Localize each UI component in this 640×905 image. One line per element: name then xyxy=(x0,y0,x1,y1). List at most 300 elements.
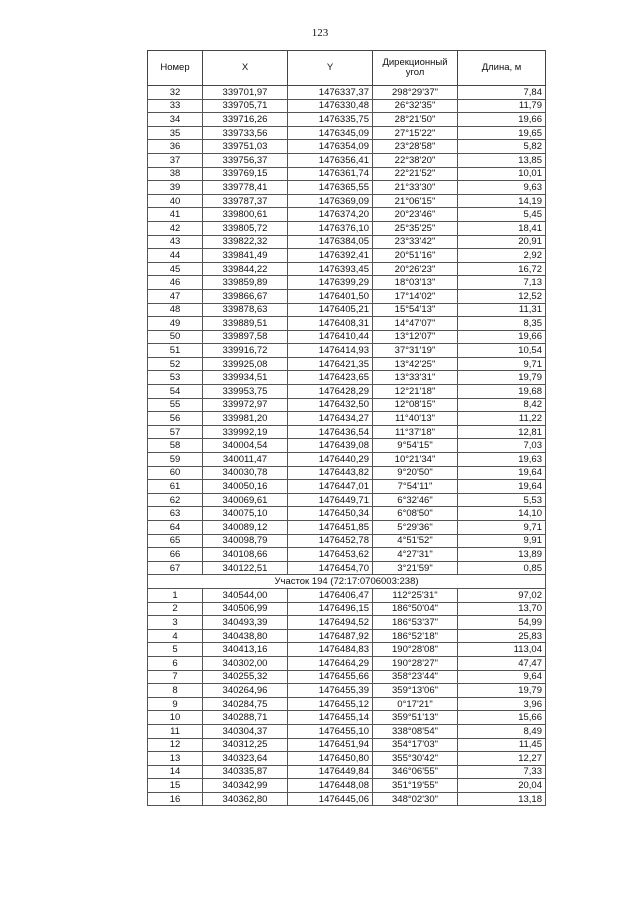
cell-length: 47,47 xyxy=(458,656,546,670)
cell-x: 339751,03 xyxy=(203,140,288,154)
cell-y: 1476335,75 xyxy=(288,113,373,127)
cell-number: 57 xyxy=(148,425,203,439)
table-row xyxy=(148,656,546,670)
table-row xyxy=(148,779,546,793)
cell-y: 1476487,92 xyxy=(288,629,373,643)
cell-y: 1476445,06 xyxy=(288,792,373,806)
cell-number: 37 xyxy=(148,153,203,167)
cell-angle: 20°23'46" xyxy=(373,208,458,222)
table-row xyxy=(148,561,546,575)
cell-number: 11 xyxy=(148,724,203,738)
cell-number: 51 xyxy=(148,344,203,358)
table-row xyxy=(148,507,546,521)
cell-x: 340413,16 xyxy=(203,643,288,657)
cell-x: 339844,22 xyxy=(203,262,288,276)
table-row xyxy=(148,697,546,711)
cell-angle: 4°27'31" xyxy=(373,548,458,562)
cell-number: 12 xyxy=(148,738,203,752)
cell-x: 339859,89 xyxy=(203,276,288,290)
cell-y: 1476449,71 xyxy=(288,493,373,507)
cell-x: 339953,75 xyxy=(203,385,288,399)
cell-y: 1476393,45 xyxy=(288,262,373,276)
cell-x: 339841,49 xyxy=(203,249,288,263)
cell-y: 1476337,37 xyxy=(288,86,373,100)
table-row xyxy=(148,221,546,235)
cell-number: 4 xyxy=(148,629,203,643)
cell-y: 1476369,09 xyxy=(288,194,373,208)
table-row xyxy=(148,425,546,439)
cell-angle: 7°54'11" xyxy=(373,480,458,494)
cell-length: 19,64 xyxy=(458,466,546,480)
cell-number: 49 xyxy=(148,317,203,331)
table-row xyxy=(148,752,546,766)
cell-y: 1476455,10 xyxy=(288,724,373,738)
cell-y: 1476414,93 xyxy=(288,344,373,358)
table-row xyxy=(148,86,546,100)
cell-x: 340323,64 xyxy=(203,752,288,766)
cell-number: 3 xyxy=(148,616,203,630)
cell-length: 5,45 xyxy=(458,208,546,222)
cell-length: 18,41 xyxy=(458,221,546,235)
cell-x: 339733,56 xyxy=(203,126,288,140)
section-label: Участок 194 (72:17:0706003:238) xyxy=(148,575,546,589)
cell-y: 1476453,62 xyxy=(288,548,373,562)
section-row xyxy=(148,575,546,589)
cell-x: 339992,19 xyxy=(203,425,288,439)
cell-number: 67 xyxy=(148,561,203,575)
cell-y: 1476354,09 xyxy=(288,140,373,154)
cell-x: 339889,51 xyxy=(203,317,288,331)
cell-x: 339897,58 xyxy=(203,330,288,344)
cell-length: 10,54 xyxy=(458,344,546,358)
cell-angle: 20°26'23" xyxy=(373,262,458,276)
cell-angle: 22°21'52" xyxy=(373,167,458,181)
cell-number: 53 xyxy=(148,371,203,385)
table-row xyxy=(148,602,546,616)
cell-x: 339778,41 xyxy=(203,181,288,195)
cell-length: 10,01 xyxy=(458,167,546,181)
cell-angle: 37°31'19" xyxy=(373,344,458,358)
cell-x: 339925,08 xyxy=(203,357,288,371)
cell-length: 14,10 xyxy=(458,507,546,521)
cell-y: 1476464,29 xyxy=(288,656,373,670)
table-row xyxy=(148,99,546,113)
cell-length: 11,22 xyxy=(458,412,546,426)
table-row xyxy=(148,711,546,725)
cell-angle: 12°21'18" xyxy=(373,385,458,399)
header-angle: Дирекционный угол xyxy=(373,51,458,86)
cell-x: 339972,97 xyxy=(203,398,288,412)
cell-x: 340255,32 xyxy=(203,670,288,684)
cell-y: 1476406,47 xyxy=(288,588,373,602)
cell-x: 339716,26 xyxy=(203,113,288,127)
cell-number: 42 xyxy=(148,221,203,235)
cell-number: 1 xyxy=(148,588,203,602)
table-row xyxy=(148,181,546,195)
cell-number: 35 xyxy=(148,126,203,140)
cell-y: 1476399,29 xyxy=(288,276,373,290)
cell-y: 1476330,48 xyxy=(288,99,373,113)
cell-number: 34 xyxy=(148,113,203,127)
cell-angle: 21°06'15" xyxy=(373,194,458,208)
cell-angle: 23°28'58" xyxy=(373,140,458,154)
cell-x: 340493,39 xyxy=(203,616,288,630)
cell-angle: 4°51'52" xyxy=(373,534,458,548)
table-row xyxy=(148,262,546,276)
cell-number: 66 xyxy=(148,548,203,562)
cell-y: 1476440,29 xyxy=(288,453,373,467)
cell-number: 6 xyxy=(148,656,203,670)
cell-number: 5 xyxy=(148,643,203,657)
table-row xyxy=(148,276,546,290)
cell-length: 20,91 xyxy=(458,235,546,249)
cell-number: 55 xyxy=(148,398,203,412)
cell-length: 2,92 xyxy=(458,249,546,263)
cell-length: 13,18 xyxy=(458,792,546,806)
cell-length: 9,71 xyxy=(458,521,546,535)
cell-length: 19,79 xyxy=(458,371,546,385)
cell-y: 1476361,74 xyxy=(288,167,373,181)
cell-x: 339705,71 xyxy=(203,99,288,113)
table-row xyxy=(148,317,546,331)
cell-angle: 10°21'34" xyxy=(373,453,458,467)
cell-angle: 355°30'42" xyxy=(373,752,458,766)
cell-number: 48 xyxy=(148,303,203,317)
cell-x: 340098,79 xyxy=(203,534,288,548)
cell-x: 339981,20 xyxy=(203,412,288,426)
cell-y: 1476436,54 xyxy=(288,425,373,439)
cell-y: 1476392,41 xyxy=(288,249,373,263)
cell-x: 339787,37 xyxy=(203,194,288,208)
cell-y: 1476410,44 xyxy=(288,330,373,344)
cell-angle: 21°33'30" xyxy=(373,181,458,195)
table-row xyxy=(148,167,546,181)
cell-angle: 17°14'02" xyxy=(373,289,458,303)
cell-y: 1476405,21 xyxy=(288,303,373,317)
cell-length: 19,68 xyxy=(458,385,546,399)
cell-x: 339756,37 xyxy=(203,153,288,167)
cell-angle: 20°51'16" xyxy=(373,249,458,263)
cell-y: 1476356,41 xyxy=(288,153,373,167)
cell-x: 340075,10 xyxy=(203,507,288,521)
cell-y: 1476455,12 xyxy=(288,697,373,711)
table-row xyxy=(148,629,546,643)
cell-x: 339934,51 xyxy=(203,371,288,385)
table-row xyxy=(148,439,546,453)
cell-length: 19,64 xyxy=(458,480,546,494)
cell-length: 20,04 xyxy=(458,779,546,793)
cell-length: 25,83 xyxy=(458,629,546,643)
cell-angle: 186°52'18" xyxy=(373,629,458,643)
table-row xyxy=(148,643,546,657)
cell-number: 63 xyxy=(148,507,203,521)
cell-number: 41 xyxy=(148,208,203,222)
cell-y: 1476374,20 xyxy=(288,208,373,222)
cell-y: 1476494,52 xyxy=(288,616,373,630)
cell-number: 40 xyxy=(148,194,203,208)
cell-length: 19,65 xyxy=(458,126,546,140)
cell-number: 14 xyxy=(148,765,203,779)
cell-angle: 9°20'50" xyxy=(373,466,458,480)
cell-number: 8 xyxy=(148,684,203,698)
cell-x: 340335,87 xyxy=(203,765,288,779)
cell-x: 340544,00 xyxy=(203,588,288,602)
cell-length: 5,53 xyxy=(458,493,546,507)
table-row xyxy=(148,371,546,385)
cell-y: 1476443,82 xyxy=(288,466,373,480)
table-row xyxy=(148,616,546,630)
table-row xyxy=(148,357,546,371)
cell-length: 9,91 xyxy=(458,534,546,548)
cell-x: 339805,72 xyxy=(203,221,288,235)
cell-number: 45 xyxy=(148,262,203,276)
cell-length: 12,52 xyxy=(458,289,546,303)
table-row xyxy=(148,153,546,167)
cell-length: 7,03 xyxy=(458,439,546,453)
cell-angle: 348°02'30" xyxy=(373,792,458,806)
cell-length: 113,04 xyxy=(458,643,546,657)
cell-number: 2 xyxy=(148,602,203,616)
cell-x: 340506,99 xyxy=(203,602,288,616)
header-number: Номер xyxy=(148,51,203,86)
cell-y: 1476484,83 xyxy=(288,643,373,657)
table-row xyxy=(148,140,546,154)
cell-number: 38 xyxy=(148,167,203,181)
cell-length: 0,85 xyxy=(458,561,546,575)
cell-length: 3,96 xyxy=(458,697,546,711)
cell-x: 340284,75 xyxy=(203,697,288,711)
cell-angle: 6°32'46" xyxy=(373,493,458,507)
cell-y: 1476428,29 xyxy=(288,385,373,399)
table-row xyxy=(148,466,546,480)
cell-angle: 11°40'13" xyxy=(373,412,458,426)
cell-angle: 25°35'25" xyxy=(373,221,458,235)
cell-number: 65 xyxy=(148,534,203,548)
table-row xyxy=(148,412,546,426)
cell-number: 15 xyxy=(148,779,203,793)
cell-y: 1476451,85 xyxy=(288,521,373,535)
cell-angle: 186°50'04" xyxy=(373,602,458,616)
table-row xyxy=(148,493,546,507)
cell-y: 1476455,14 xyxy=(288,711,373,725)
cell-y: 1476365,55 xyxy=(288,181,373,195)
cell-angle: 112°25'31" xyxy=(373,588,458,602)
cell-x: 340122,51 xyxy=(203,561,288,575)
table-header-row xyxy=(148,51,546,86)
cell-length: 12,27 xyxy=(458,752,546,766)
cell-number: 52 xyxy=(148,357,203,371)
cell-number: 46 xyxy=(148,276,203,290)
table-row xyxy=(148,289,546,303)
table-row xyxy=(148,126,546,140)
cell-angle: 13°12'07" xyxy=(373,330,458,344)
cell-number: 50 xyxy=(148,330,203,344)
cell-length: 19,63 xyxy=(458,453,546,467)
table-row xyxy=(148,534,546,548)
cell-angle: 298°29'37" xyxy=(373,86,458,100)
table-row xyxy=(148,480,546,494)
table-row xyxy=(148,670,546,684)
cell-angle: 358°23'44" xyxy=(373,670,458,684)
cell-angle: 12°08'15" xyxy=(373,398,458,412)
table-row xyxy=(148,453,546,467)
cell-y: 1476449,84 xyxy=(288,765,373,779)
cell-number: 9 xyxy=(148,697,203,711)
cell-x: 340089,12 xyxy=(203,521,288,535)
table-row xyxy=(148,303,546,317)
cell-angle: 190°28'08" xyxy=(373,643,458,657)
page-number: 123 xyxy=(311,27,329,39)
cell-number: 44 xyxy=(148,249,203,263)
cell-x: 339878,63 xyxy=(203,303,288,317)
cell-length: 5,82 xyxy=(458,140,546,154)
cell-length: 7,33 xyxy=(458,765,546,779)
cell-angle: 13°42'25" xyxy=(373,357,458,371)
table-row xyxy=(148,765,546,779)
cell-y: 1476450,80 xyxy=(288,752,373,766)
cell-length: 7,13 xyxy=(458,276,546,290)
cell-y: 1476450,34 xyxy=(288,507,373,521)
cell-x: 340011,47 xyxy=(203,453,288,467)
table-row xyxy=(148,548,546,562)
cell-length: 8,42 xyxy=(458,398,546,412)
cell-angle: 0°17'21" xyxy=(373,697,458,711)
cell-angle: 13°33'31" xyxy=(373,371,458,385)
table-row xyxy=(148,724,546,738)
cell-length: 12,81 xyxy=(458,425,546,439)
cell-angle: 351°19'55" xyxy=(373,779,458,793)
cell-y: 1476434,27 xyxy=(288,412,373,426)
cell-number: 62 xyxy=(148,493,203,507)
cell-y: 1476448,08 xyxy=(288,779,373,793)
cell-x: 340342,99 xyxy=(203,779,288,793)
cell-y: 1476447,01 xyxy=(288,480,373,494)
cell-number: 7 xyxy=(148,670,203,684)
cell-x: 340108,66 xyxy=(203,548,288,562)
table-row xyxy=(148,208,546,222)
cell-number: 10 xyxy=(148,711,203,725)
cell-length: 16,72 xyxy=(458,262,546,276)
cell-y: 1476455,66 xyxy=(288,670,373,684)
cell-length: 9,71 xyxy=(458,357,546,371)
cell-y: 1476421,35 xyxy=(288,357,373,371)
cell-y: 1476401,50 xyxy=(288,289,373,303)
cell-y: 1476496,15 xyxy=(288,602,373,616)
cell-length: 9,64 xyxy=(458,670,546,684)
cell-x: 340030,78 xyxy=(203,466,288,480)
cell-y: 1476345,09 xyxy=(288,126,373,140)
cell-y: 1476439,08 xyxy=(288,439,373,453)
cell-length: 97,02 xyxy=(458,588,546,602)
cell-x: 339866,67 xyxy=(203,289,288,303)
cell-length: 13,89 xyxy=(458,548,546,562)
table-row xyxy=(148,792,546,806)
cell-angle: 359°51'13" xyxy=(373,711,458,725)
cell-angle: 18°03'13" xyxy=(373,276,458,290)
cell-angle: 28°21'50" xyxy=(373,113,458,127)
cell-number: 59 xyxy=(148,453,203,467)
cell-y: 1476384,05 xyxy=(288,235,373,249)
cell-angle: 14°47'07" xyxy=(373,317,458,331)
cell-y: 1476455,39 xyxy=(288,684,373,698)
cell-x: 340302,00 xyxy=(203,656,288,670)
cell-length: 19,79 xyxy=(458,684,546,698)
cell-length: 8,49 xyxy=(458,724,546,738)
cell-number: 56 xyxy=(148,412,203,426)
cell-angle: 9°54'15" xyxy=(373,439,458,453)
table-row xyxy=(148,684,546,698)
cell-number: 16 xyxy=(148,792,203,806)
cell-x: 340362,80 xyxy=(203,792,288,806)
cell-angle: 26°32'35" xyxy=(373,99,458,113)
cell-x: 340304,37 xyxy=(203,724,288,738)
cell-length: 11,31 xyxy=(458,303,546,317)
header-length: Длина, м xyxy=(458,51,546,86)
cell-x: 340050,16 xyxy=(203,480,288,494)
cell-angle: 6°08'50" xyxy=(373,507,458,521)
header-x: X xyxy=(203,51,288,86)
cell-number: 61 xyxy=(148,480,203,494)
cell-angle: 359°13'06" xyxy=(373,684,458,698)
cell-number: 64 xyxy=(148,521,203,535)
cell-angle: 11°37'18" xyxy=(373,425,458,439)
table-row xyxy=(148,194,546,208)
cell-angle: 23°33'42" xyxy=(373,235,458,249)
cell-y: 1476452,78 xyxy=(288,534,373,548)
cell-x: 340004,54 xyxy=(203,439,288,453)
table-row xyxy=(148,330,546,344)
table-row xyxy=(148,588,546,602)
table-row xyxy=(148,249,546,263)
cell-angle: 338°08'54" xyxy=(373,724,458,738)
cell-angle: 3°21'59" xyxy=(373,561,458,575)
cell-length: 13,70 xyxy=(458,602,546,616)
cell-angle: 186°53'37" xyxy=(373,616,458,630)
cell-x: 339916,72 xyxy=(203,344,288,358)
cell-number: 32 xyxy=(148,86,203,100)
cell-length: 9,63 xyxy=(458,181,546,195)
cell-x: 340312,25 xyxy=(203,738,288,752)
table-row xyxy=(148,398,546,412)
cell-y: 1476408,31 xyxy=(288,317,373,331)
coordinates-table xyxy=(147,50,546,806)
cell-x: 340264,96 xyxy=(203,684,288,698)
cell-y: 1476432,50 xyxy=(288,398,373,412)
cell-number: 43 xyxy=(148,235,203,249)
cell-number: 58 xyxy=(148,439,203,453)
cell-x: 339769,15 xyxy=(203,167,288,181)
cell-number: 33 xyxy=(148,99,203,113)
cell-length: 19,66 xyxy=(458,330,546,344)
cell-number: 47 xyxy=(148,289,203,303)
table-row xyxy=(148,738,546,752)
cell-length: 7,84 xyxy=(458,86,546,100)
table-row xyxy=(148,235,546,249)
cell-length: 11,45 xyxy=(458,738,546,752)
table-row xyxy=(148,344,546,358)
cell-x: 339701,97 xyxy=(203,86,288,100)
header-y: Y xyxy=(288,51,373,86)
cell-x: 340438,80 xyxy=(203,629,288,643)
cell-x: 340069,61 xyxy=(203,493,288,507)
table-row xyxy=(148,113,546,127)
cell-number: 39 xyxy=(148,181,203,195)
table-row xyxy=(148,521,546,535)
cell-x: 340288,71 xyxy=(203,711,288,725)
cell-y: 1476454,70 xyxy=(288,561,373,575)
cell-y: 1476376,10 xyxy=(288,221,373,235)
cell-y: 1476423,65 xyxy=(288,371,373,385)
